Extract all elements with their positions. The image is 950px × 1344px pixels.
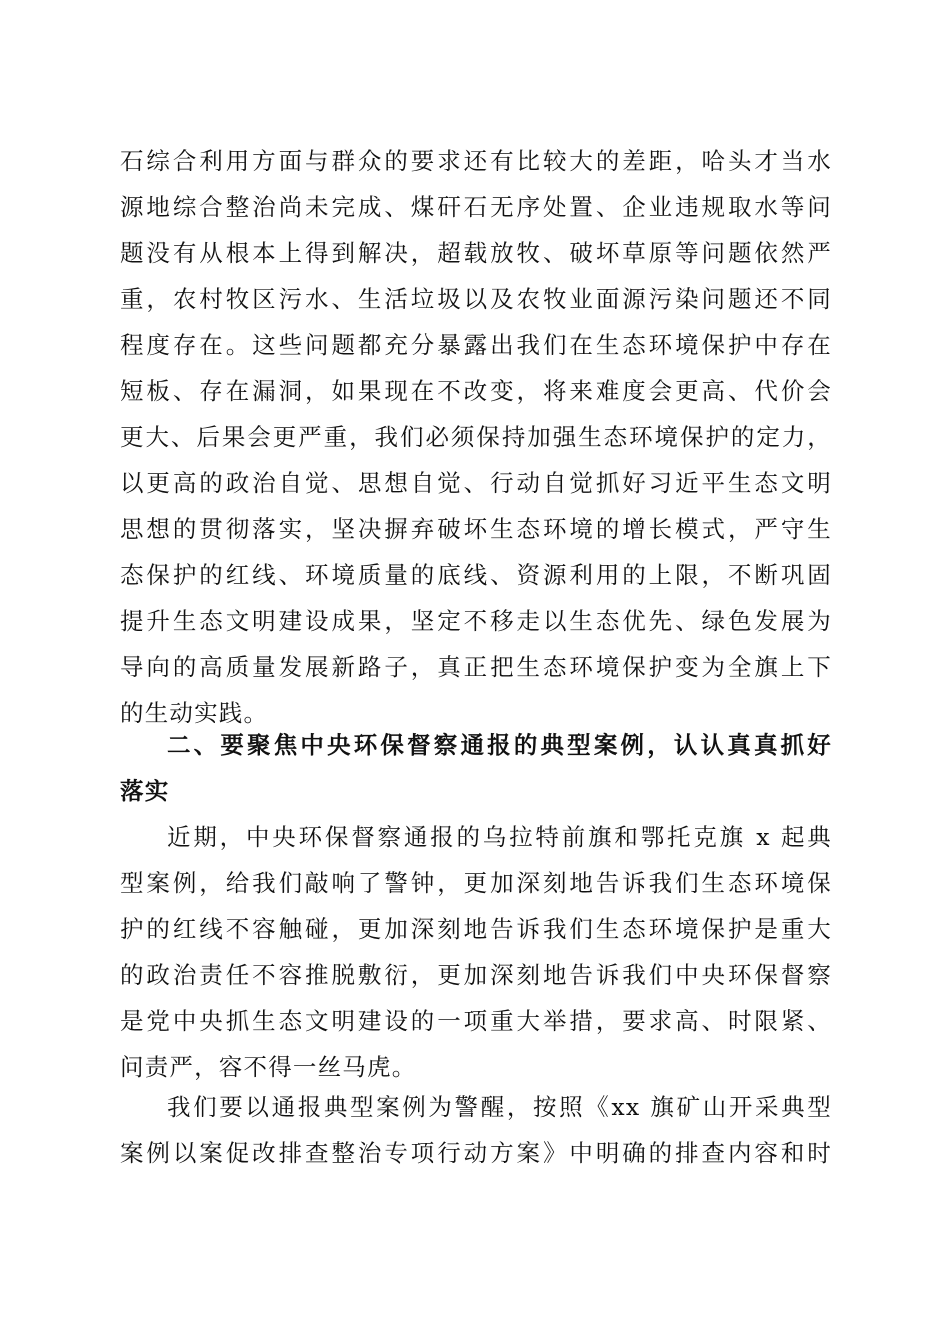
section-heading bbox=[120, 722, 832, 814]
paragraph-line: 是党中央抓生态文明建设的一项重大举措，要求高、时限紧、 bbox=[120, 1007, 832, 1035]
paragraph-line: 我们要以通报典型案例为警醒，按照《xx 旗矿山开采典型 bbox=[167, 1093, 832, 1121]
paragraph-1 bbox=[120, 138, 832, 736]
paragraph-line: 重，农村牧区污水、生活垃圾以及农牧业面源污染问题还不同 bbox=[120, 285, 832, 313]
paragraph-line: 以更高的政治自觉、思想自觉、行动自觉抓好习近平生态文明 bbox=[120, 469, 832, 497]
paragraph-line: 源地综合整治尚未完成、煤矸石无序处置、企业违规取水等问 bbox=[120, 193, 832, 221]
paragraph-line: 的政治责任不容推脱敷衍，更加深刻地告诉我们中央环保督察 bbox=[120, 961, 832, 989]
paragraph-line: 题没有从根本上得到解决，超载放牧、破坏草原等问题依然严 bbox=[120, 239, 832, 267]
paragraph-line: 近期，中央环保督察通报的乌拉特前旗和鄂托克旗 x 起典 bbox=[167, 823, 832, 851]
paragraph-line: 石综合利用方面与群众的要求还有比较大的差距，哈头才当水 bbox=[120, 147, 832, 175]
paragraph-line: 态保护的红线、环境质量的底线、资源利用的上限，不断巩固 bbox=[120, 561, 832, 589]
paragraph-line: 短板、存在漏洞，如果现在不改变，将来难度会更高、代价会 bbox=[120, 377, 832, 405]
paragraph-line: 护的红线不容触碰，更加深刻地告诉我们生态环境保护是重大 bbox=[120, 915, 832, 943]
paragraph-line: 提升生态文明建设成果，坚定不移走以生态优先、绿色发展为 bbox=[120, 607, 832, 635]
paragraph-2 bbox=[120, 814, 832, 1090]
paragraph-line: 更大、后果会更严重，我们必须保持加强生态环境保护的定力， bbox=[120, 423, 832, 451]
heading-line: 落实 bbox=[120, 777, 170, 805]
heading-line: 二、要聚焦中央环保督察通报的典型案例，认认真真抓好 bbox=[167, 731, 832, 759]
paragraph-line: 的生动实践。 bbox=[120, 699, 269, 727]
paragraph-3 bbox=[120, 1084, 832, 1176]
paragraph-line: 型案例，给我们敲响了警钟，更加深刻地告诉我们生态环境保 bbox=[120, 869, 832, 897]
paragraph-line: 案例以案促改排查整治专项行动方案》中明确的排查内容和时 bbox=[120, 1139, 832, 1167]
paragraph-line: 思想的贯彻落实，坚决摒弃破坏生态环境的增长模式，严守生 bbox=[120, 515, 832, 543]
paragraph-line: 程度存在。这些问题都充分暴露出我们在生态环境保护中存在 bbox=[120, 331, 832, 359]
paragraph-line: 问责严，容不得一丝马虎。 bbox=[120, 1053, 417, 1081]
paragraph-line: 导向的高质量发展新路子，真正把生态环境保护变为全旗上下 bbox=[120, 653, 832, 681]
